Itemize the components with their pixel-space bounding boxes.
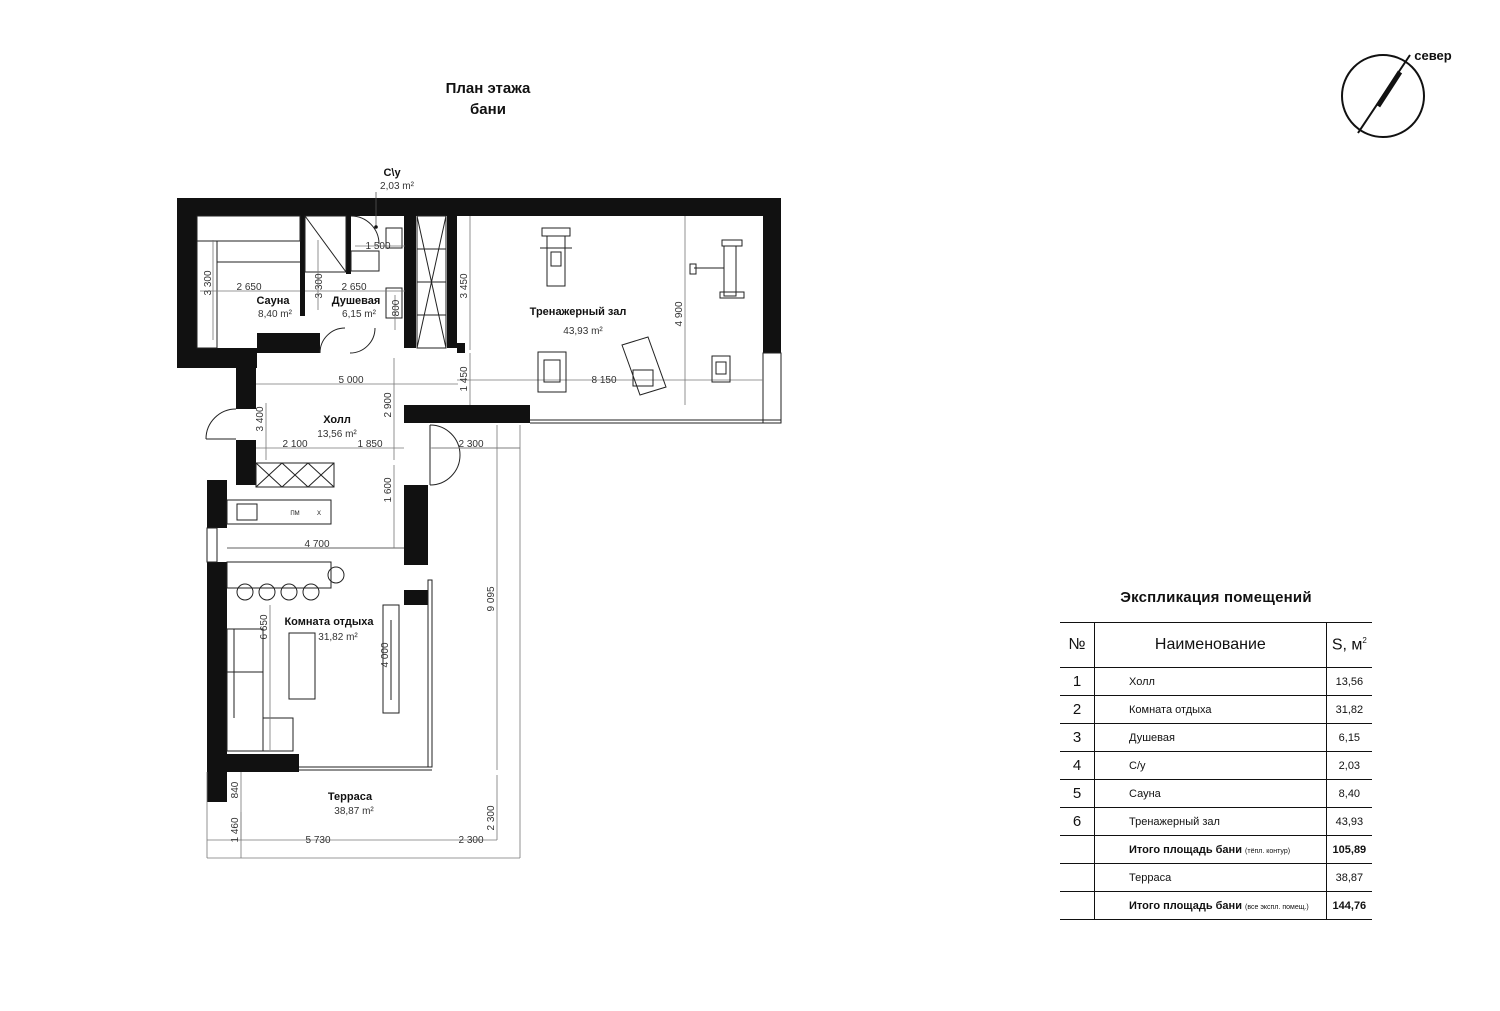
svg-text:8 150: 8 150	[591, 375, 617, 386]
table-row-total-all: Итого площадь бани (все экспл. помещ.) 144,76	[1060, 892, 1372, 920]
table-row-terrace: Терраса 38,87	[1060, 864, 1372, 892]
room-area-wc: 2,03 m²	[380, 181, 414, 192]
svg-text:840: 840	[230, 781, 241, 799]
room-name-wc: С\у	[383, 167, 401, 179]
svg-text:5 730: 5 730	[305, 835, 331, 846]
svg-text:4 700: 4 700	[304, 539, 330, 550]
room-area-hall: 13,56 m²	[317, 429, 357, 440]
svg-text:2 900: 2 900	[383, 392, 394, 418]
svg-text:2 650: 2 650	[236, 282, 262, 293]
svg-text:2 300: 2 300	[458, 439, 484, 450]
furniture-x-label: Х	[316, 511, 322, 517]
header-name: Наименование	[1095, 623, 1327, 668]
plan-title-line1: План этажа	[445, 80, 531, 97]
svg-text:1 600: 1 600	[383, 477, 394, 503]
room-name-hall: Холл	[323, 414, 351, 426]
svg-text:1 500: 1 500	[365, 241, 391, 252]
table-row-total-heated: Итого площадь бани (тёпл. контур) 105,89	[1060, 836, 1372, 864]
svg-text:800: 800	[391, 299, 402, 317]
header-s: S, $м^2$	[1326, 623, 1372, 668]
svg-text:3 450: 3 450	[459, 273, 470, 299]
room-name-terrace: Терраса	[327, 791, 373, 803]
room-area-gym: 43,93 m²	[563, 326, 603, 337]
explication-title: Экспликация помещений	[1120, 589, 1312, 606]
svg-text:4 900: 4 900	[674, 301, 685, 327]
svg-text:1 450: 1 450	[459, 366, 470, 392]
svg-text:2 300: 2 300	[458, 835, 484, 846]
room-area-terrace: 38,87 m²	[334, 806, 374, 817]
svg-text:5 000: 5 000	[338, 375, 364, 386]
svg-text:2 300: 2 300	[486, 805, 497, 831]
svg-text:4 000: 4 000	[380, 642, 391, 668]
room-name-shower: Душевая	[331, 295, 381, 307]
table-row: 5 Сауна 8,40	[1060, 780, 1372, 808]
room-name-lounge: Комната отдыха	[284, 616, 374, 628]
svg-text:1 850: 1 850	[357, 439, 383, 450]
room-name-gym: Тренажерный зал	[529, 306, 627, 318]
room-area-lounge: 31,82 m²	[318, 632, 358, 643]
svg-text:1 460: 1 460	[230, 817, 241, 843]
north-arrow-icon	[1342, 55, 1424, 137]
table-row: 4 С/у 2,03	[1060, 752, 1372, 780]
svg-text:2 100: 2 100	[282, 439, 308, 450]
table-header-row	[1060, 623, 1372, 668]
svg-text:2 650: 2 650	[341, 282, 367, 293]
plan-title-line2: бани	[470, 101, 506, 118]
table-row: 2 Комната отдыха 31,82	[1060, 696, 1372, 724]
north-label: север	[1414, 48, 1452, 63]
table-row: 1 Холл 13,56	[1060, 668, 1372, 696]
room-area-sauna: 8,40 m²	[258, 309, 292, 320]
svg-text:3 300: 3 300	[314, 273, 325, 299]
room-area-shower: 6,15 m²	[342, 309, 376, 320]
table-row: 6 Тренажерный зал 43,93	[1060, 808, 1372, 836]
explication-table	[1060, 622, 1372, 920]
svg-text:6 650: 6 650	[259, 614, 270, 640]
room-name-sauna: Сауна	[256, 295, 290, 307]
furniture-pm-label: ПМ	[290, 511, 300, 517]
header-no: №	[1060, 623, 1095, 668]
svg-text:3 300: 3 300	[203, 270, 214, 296]
svg-text:3 400: 3 400	[255, 406, 266, 432]
table-row: 3 Душевая 6,15	[1060, 724, 1372, 752]
svg-text:9 095: 9 095	[486, 586, 497, 612]
